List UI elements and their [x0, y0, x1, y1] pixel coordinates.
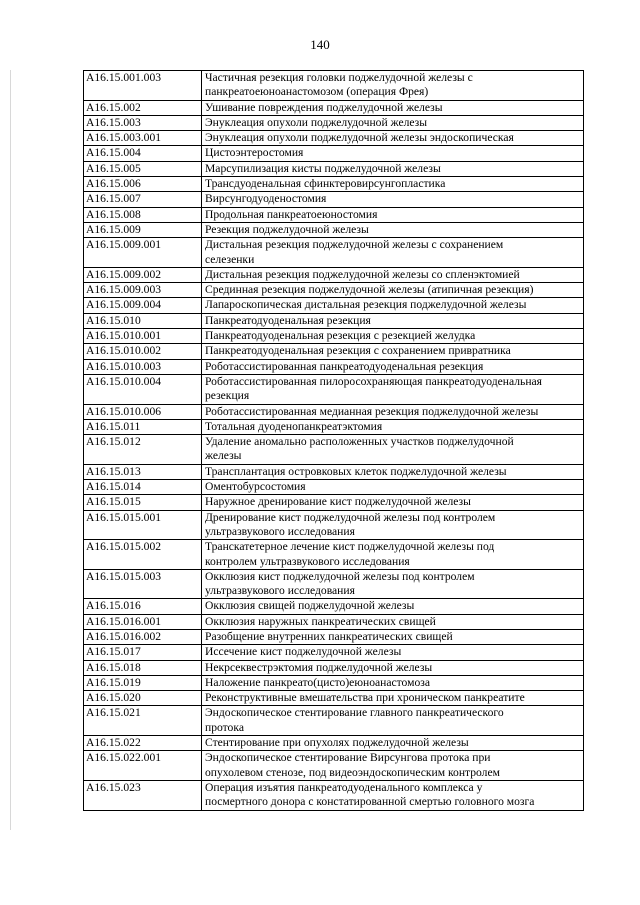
procedure-name-line: Оментобурсостомия: [205, 480, 306, 494]
procedure-code: A16.15.002: [84, 100, 202, 115]
procedure-name: [202, 691, 584, 706]
procedure-name: [202, 207, 584, 222]
table-row: [84, 706, 584, 736]
table-row: [84, 495, 584, 510]
procedure-name: [202, 115, 584, 130]
procedure-name: [202, 359, 584, 374]
procedure-name-line: ультразвукового исследования: [205, 584, 355, 598]
procedure-code: A16.15.003: [84, 115, 202, 130]
table-body: [84, 71, 584, 811]
procedure-name-line: железы: [205, 449, 242, 463]
table-row: [84, 344, 584, 359]
table-row: [84, 614, 584, 629]
procedure-code: A16.15.010.001: [84, 329, 202, 344]
procedure-name: [202, 267, 584, 282]
procedure-name: [202, 675, 584, 690]
table-row: [84, 660, 584, 675]
procedure-name-line: панкреатоеюноанастомозом (операция Фрея): [205, 85, 429, 99]
table-row: [84, 298, 584, 313]
procedure-name-line: Ушивание повреждения поджелудочной железы: [205, 100, 443, 114]
table-row: [84, 540, 584, 570]
procedure-name-line: Иссечение кист поджелудочной железы: [205, 645, 402, 659]
table-row: [84, 161, 584, 176]
procedure-name: [202, 344, 584, 359]
table-row: [84, 177, 584, 192]
procedure-name: [202, 510, 584, 540]
procedure-code: A16.15.008: [84, 207, 202, 222]
table-row: [84, 329, 584, 344]
procedure-name: [202, 751, 584, 781]
procedure-name-line: посмертного донора с констатированной смертью головного мозга: [205, 795, 535, 809]
procedure-code: A16.15.016.001: [84, 614, 202, 629]
procedure-name: [202, 480, 584, 495]
procedure-code: A16.15.005: [84, 161, 202, 176]
procedure-name: [202, 599, 584, 614]
table-row: [84, 222, 584, 237]
procedure-name-line: Панкреатодуоденальная резекция: [205, 313, 371, 327]
procedure-name: [202, 192, 584, 207]
procedure-name-line: Стентирование при опухолях поджелудочной железы: [205, 736, 469, 750]
procedure-name-line: Эндоскопическое стентирование Вирсунгова протока при: [205, 751, 491, 765]
table-row: [84, 374, 584, 404]
procedure-code: A16.15.019: [84, 675, 202, 690]
procedure-code: A16.15.009.004: [84, 298, 202, 313]
procedure-code: A16.15.015.001: [84, 510, 202, 540]
procedure-name: [202, 495, 584, 510]
table-row: [84, 146, 584, 161]
procedure-name-line: Энуклеация опухоли поджелудочной железы эндоскопическая: [205, 131, 514, 145]
procedure-code: A16.15.018: [84, 660, 202, 675]
procedure-code: A16.15.011: [84, 419, 202, 434]
table-row: [84, 464, 584, 479]
procedure-name-line: Окклюзия наружных панкреатических свищей: [205, 614, 436, 628]
procedure-name-line: Эндоскопическое стентирование главного панкреатического: [205, 706, 504, 720]
procedure-name: [202, 374, 584, 404]
table-row: [84, 645, 584, 660]
table-row: [84, 71, 584, 101]
scan-edge-shadow: [10, 70, 11, 830]
procedure-name-line: селезенки: [205, 252, 255, 266]
procedure-name: [202, 645, 584, 660]
procedure-name: [202, 238, 584, 268]
table-row: [84, 510, 584, 540]
procedure-name: [202, 614, 584, 629]
procedure-code: A16.15.014: [84, 480, 202, 495]
table-row: [84, 691, 584, 706]
procedure-code: A16.15.009.001: [84, 238, 202, 268]
procedure-name: [202, 736, 584, 751]
procedure-name-line: Наружное дренирование кист поджелудочной железы: [205, 495, 471, 509]
procedure-name: [202, 161, 584, 176]
procedure-name-line: Роботассистированная медианная резекция поджелудочной железы: [205, 404, 539, 418]
procedure-name: [202, 222, 584, 237]
table-row: [84, 359, 584, 374]
procedure-name-line: Вирсунгодуоденостомия: [205, 192, 327, 206]
table-row: [84, 192, 584, 207]
procedure-code: A16.15.023: [84, 780, 202, 810]
table-row: [84, 419, 584, 434]
table-row: [84, 435, 584, 465]
procedure-code: A16.15.015: [84, 495, 202, 510]
table-row: [84, 267, 584, 282]
procedure-code: A16.15.010.006: [84, 404, 202, 419]
procedure-name-line: Реконструктивные вмешательства при хроническом панкреатите: [205, 691, 525, 705]
table-row: [84, 115, 584, 130]
procedure-name-line: Окклюзия свищей поджелудочной железы: [205, 599, 415, 613]
procedure-name-line: Некрсеквестрэктомия поджелудочной железы: [205, 660, 433, 674]
procedure-name: [202, 464, 584, 479]
procedure-code: A16.15.022.001: [84, 751, 202, 781]
table-row: [84, 675, 584, 690]
procedure-name-line: Лапароскопическая дистальная резекция поджелудочной железы: [205, 298, 527, 312]
procedure-code: A16.15.009: [84, 222, 202, 237]
procedure-code: A16.15.015.002: [84, 540, 202, 570]
procedure-code: A16.15.020: [84, 691, 202, 706]
procedure-name-line: Тотальная дуоденопанкреатэктомия: [205, 419, 383, 433]
procedure-name-line: Дистальная резекция поджелудочной железы со спленэктомией: [205, 267, 520, 281]
procedure-code: A16.15.021: [84, 706, 202, 736]
table-row: [84, 100, 584, 115]
procedure-code: A16.15.006: [84, 177, 202, 192]
procedure-name-line: Трансдуоденальная сфинктеровирсунгопластика: [205, 177, 446, 191]
procedure-name-line: Энуклеация опухоли поджелудочной железы: [205, 115, 428, 129]
procedure-name-line: Удаление аномально расположенных участков поджелудочной: [205, 435, 514, 449]
table-row: [84, 404, 584, 419]
procedure-code: A16.15.004: [84, 146, 202, 161]
procedure-code: A16.15.022: [84, 736, 202, 751]
procedure-code: A16.15.010.003: [84, 359, 202, 374]
procedure-name: [202, 100, 584, 115]
procedure-name-line: резекция: [205, 389, 250, 403]
procedure-name-line: Резекция поджелудочной железы: [205, 222, 369, 236]
table-row: [84, 780, 584, 810]
procedure-code: A16.15.001.003: [84, 71, 202, 101]
procedure-code: A16.15.003.001: [84, 131, 202, 146]
procedure-code: A16.15.015.003: [84, 569, 202, 599]
procedure-code: A16.15.016: [84, 599, 202, 614]
procedure-name: [202, 569, 584, 599]
procedure-name: [202, 283, 584, 298]
procedure-name-line: Панкреатодуоденальная резекция с резекцией желудка: [205, 329, 476, 343]
table-row: [84, 131, 584, 146]
procedure-name-line: Разобщение внутренних панкреатических свищей: [205, 629, 453, 643]
procedure-name-line: Марсупилизация кисты поджелудочной железы: [205, 161, 441, 175]
procedure-name-line: Цистоэнтеростомия: [205, 146, 304, 160]
procedure-name-line: Операция изъятия панкреатодуоденального комплекса у: [205, 780, 483, 794]
procedure-name: [202, 706, 584, 736]
table-row: [84, 569, 584, 599]
procedure-name-line: протока: [205, 720, 244, 734]
table-row: [84, 629, 584, 644]
procedure-codes-table: [83, 70, 584, 811]
procedure-name: [202, 629, 584, 644]
procedure-name: [202, 419, 584, 434]
procedure-name: [202, 404, 584, 419]
table-row: [84, 599, 584, 614]
procedure-name: [202, 146, 584, 161]
procedure-name-line: ультразвукового исследования: [205, 524, 355, 538]
procedure-name: [202, 298, 584, 313]
procedure-name: [202, 131, 584, 146]
procedure-code: A16.15.010.002: [84, 344, 202, 359]
procedure-name-line: опухолевом стенозе, под видеоэндоскопическим контролем: [205, 765, 500, 779]
procedure-name: [202, 313, 584, 328]
procedure-name-line: Срединная резекция поджелудочной железы (атипичная резекция): [205, 283, 534, 297]
procedure-name-line: Дистальная резекция поджелудочной железы с сохранением: [205, 238, 504, 252]
procedure-name-line: Трансплантация островковых клеток поджелудочной железы: [205, 464, 507, 478]
procedure-code: A16.15.013: [84, 464, 202, 479]
table-row: [84, 238, 584, 268]
procedure-name: [202, 660, 584, 675]
procedure-code: A16.15.009.003: [84, 283, 202, 298]
procedure-name: [202, 540, 584, 570]
procedure-code: A16.15.017: [84, 645, 202, 660]
table-row: [84, 283, 584, 298]
procedure-code: A16.15.016.002: [84, 629, 202, 644]
procedure-name: [202, 329, 584, 344]
procedure-code: A16.15.009.002: [84, 267, 202, 282]
procedure-name-line: Окклюзия кист поджелудочной железы под контролем: [205, 569, 475, 583]
table-row: [84, 480, 584, 495]
procedure-name-line: Частичная резекция головки поджелудочной железы с: [205, 71, 473, 84]
table-row: [84, 313, 584, 328]
procedure-name-line: Роботассистированная панкреатодуоденальная резекция: [205, 359, 484, 373]
procedure-code: A16.15.007: [84, 192, 202, 207]
procedure-name: [202, 71, 584, 101]
page-number: 140: [310, 37, 330, 52]
procedure-name-line: Транскатетерное лечение кист поджелудочной железы под: [205, 540, 495, 554]
table-row: [84, 207, 584, 222]
procedure-name: [202, 435, 584, 465]
procedure-code: A16.15.010: [84, 313, 202, 328]
procedure-name: [202, 780, 584, 810]
table-row: [84, 751, 584, 781]
procedure-name-line: Панкреатодуоденальная резекция с сохранением привратника: [205, 344, 511, 358]
procedure-name-line: Роботассистированная пилоросохраняющая панкреатодуоденальная: [205, 374, 542, 388]
procedure-name-line: Продольная панкреатоеюностомия: [205, 207, 378, 221]
procedure-name-line: контролем ультразвукового исследования: [205, 554, 410, 568]
procedure-code: A16.15.012: [84, 435, 202, 465]
procedure-name: [202, 177, 584, 192]
table-row: [84, 736, 584, 751]
procedure-code: A16.15.010.004: [84, 374, 202, 404]
procedure-name-line: Наложение панкреато(цисто)еюноанастомоза: [205, 675, 430, 689]
procedure-name-line: Дренирование кист поджелудочной железы под контролем: [205, 510, 496, 524]
